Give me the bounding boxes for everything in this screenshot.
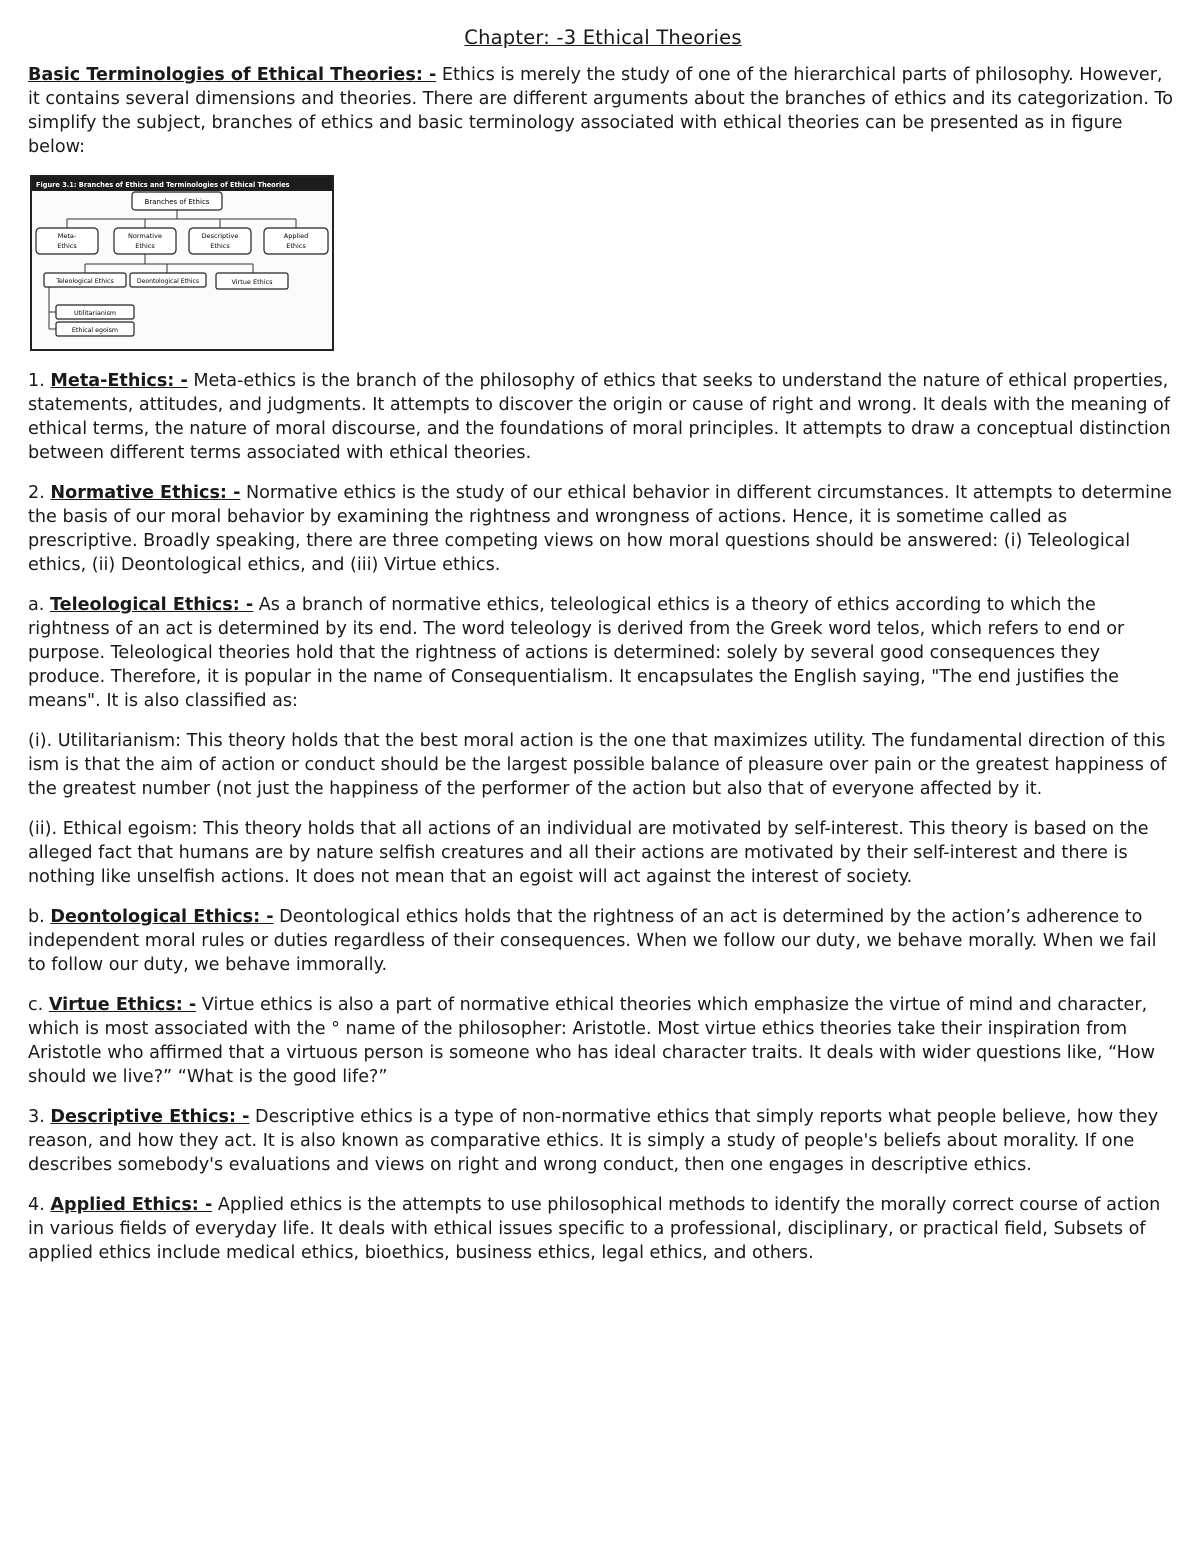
figure-caption: Figure 3.1: Branches of Ethics and Terminologies of Ethical Theories xyxy=(36,181,290,189)
node-descriptive-label-2: Ethics xyxy=(210,242,230,250)
node-virtue-label: Virtue Ethics xyxy=(231,278,273,286)
normative-ethics-paragraph xyxy=(28,481,1178,577)
node-deontological-label: Deontological Ethics xyxy=(136,278,200,285)
virtue-letter: c. xyxy=(28,995,49,1015)
meta-ethics-text: Meta-ethics is the branch of the philosophy of ethics that seeks to understand the nature of ethical properties, statements, attitudes, and judgments. It attempts to discover the origin or cause of right and wrong. It deals with the meaning of ethical terms, the nature of moral discourse, and the foundations of moral principles. It attempts to draw a conceptual distinction between different terms associated with ethical theories. xyxy=(28,371,1171,463)
node-normative-label-2: Ethics xyxy=(135,242,155,250)
deontological-ethics-heading: Deontological Ethics: - xyxy=(50,907,274,927)
ethical-egoism-paragraph: (ii). Ethical egoism: This theory holds that all actions of an individual are motivated by self-interest. This theory is based on the alleged fact that humans are by nature selfish creatures and all their actions are motivated by their self-interest and there is nothing like unselfish actions. It does not mean that an egoist will act against the interest of society. xyxy=(28,819,1149,887)
intro-text: Ethics is merely the study of one of the hierarchical parts of philosophy. However, it contains several dimensions and theories. There are different arguments about the branches of ethics and its categorization. To simplify the subject, branches of ethics and basic terminology associated with ethical theories can be presented as in figure below: xyxy=(28,65,1174,157)
descriptive-ethics-heading: Descriptive Ethics: - xyxy=(50,1107,250,1127)
teleological-letter: a. xyxy=(28,595,50,615)
meta-ethics-heading: Meta-Ethics: - xyxy=(50,371,188,391)
deontological-ethics-text: Deontological ethics holds that the rightness of an act is determined by the action’s adherence to independent moral rules or duties regardless of their consequences. When we follow our duty, we behave morally. When we fail to follow our duty, we behave immorally. xyxy=(28,907,1157,975)
applied-ethics-heading: Applied Ethics: - xyxy=(50,1195,213,1215)
descriptive-ethics-text: Descriptive ethics is a type of non-normative ethics that simply reports what people believe, how they reason, and how they act. It is also known as comparative ethics. It is simply a study of people's beliefs about morality. If one describes somebody's evaluations and views on right and wrong conduct, then one engages in descriptive ethics. xyxy=(28,1107,1159,1175)
deontological-ethics-paragraph xyxy=(28,905,1178,977)
virtue-ethics-heading: Virtue Ethics: - xyxy=(48,995,197,1015)
page-title: Chapter: -3 Ethical Theories xyxy=(464,26,742,49)
descriptive-number: 3. xyxy=(28,1107,51,1127)
applied-ethics-text: Applied ethics is the attempts to use philosophical methods to identify the morally correct course of action in various fields of everyday life. It deals with ethical issues specific to a professional, disciplinary, or practical field, Subsets of applied ethics include medical ethics, bioethics, business ethics, legal ethics, and others. xyxy=(28,1195,1161,1263)
deontological-letter: b. xyxy=(28,907,51,927)
branches-diagram xyxy=(32,177,332,349)
meta-ethics-paragraph xyxy=(28,369,1178,465)
ethics-branches-figure xyxy=(30,175,334,351)
normative-ethics-heading: Normative Ethics: - xyxy=(50,483,241,503)
intro-paragraph xyxy=(28,63,1178,159)
normative-ethics-text: Normative ethics is the study of our ethical behavior in different circumstances. It attempts to determine the basis of our moral behavior by examining the rightness and wrongness of actions. Hence, it is sometime called as prescriptive. Broadly speaking, there are three competing views on how moral questions should be answered: (i) Teleological ethics, (ii) Deontological ethics, and (iii) Virtue ethics. xyxy=(28,483,1172,575)
descriptive-ethics-paragraph xyxy=(28,1105,1178,1177)
node-applied-label-2: Ethics xyxy=(286,242,306,250)
teleological-ethics-text: As a branch of normative ethics, teleological ethics is a theory of ethics according to which the rightness of an act is determined by its end. The word teleology is derived from the Greek word telos, which refers to end or purpose. Teleological theories hold that the rightness of actions is determined: solely by several good consequences they produce. Therefore, it is popular in the name of Consequentialism. It encapsulates the English saying, "The end justifies the means". It is also classified as: xyxy=(28,595,1125,711)
applied-ethics-paragraph xyxy=(28,1193,1178,1265)
node-meta-label-1: Meta- xyxy=(57,232,77,240)
node-utilitarianism-label: Utilitarianism xyxy=(73,310,117,317)
teleological-ethics-heading: Teleological Ethics: - xyxy=(49,595,254,615)
virtue-ethics-paragraph xyxy=(28,993,1178,1089)
node-meta-label-2: Ethics xyxy=(57,242,77,250)
node-root-label: Branches of Ethics xyxy=(144,198,210,206)
node-applied-label-1: Applied xyxy=(283,232,309,240)
document-page xyxy=(28,26,1178,1281)
applied-number: 4. xyxy=(28,1195,51,1215)
normative-number: 2. xyxy=(28,483,51,503)
node-teleological-label: Teleological Ethics xyxy=(56,278,114,285)
intro-heading: Basic Terminologies of Ethical Theories: - xyxy=(28,65,437,85)
node-egoism-label: Ethical egoism xyxy=(71,327,119,334)
node-descriptive-label-1: Descriptive xyxy=(201,232,239,240)
meta-number: 1. xyxy=(28,371,51,391)
teleological-ethics-paragraph xyxy=(28,593,1178,713)
utilitarianism-paragraph: (i). Utilitarianism: This theory holds that the best moral action is the one that maximizes utility. The fundamental direction of this ism is that the aim of action or conduct should be the largest possible balance of pleasure over pain or the greatest happiness of the greatest number (not just the happiness of the performer of the action but also that of everyone affected by it. xyxy=(28,731,1167,799)
node-normative-label-1: Normative xyxy=(128,232,162,240)
virtue-ethics-text: Virtue ethics is also a part of normative ethical theories which emphasize the virtue of mind and character, which is most associated with the ° name of the philosopher: Aristotle. Most virtue ethics theories take their inspiration from Aristotle who affirmed that a virtuous person is someone who has ideal character traits. It deals with wider questions like, “How should we live?” “What is the good life?” xyxy=(28,995,1156,1087)
